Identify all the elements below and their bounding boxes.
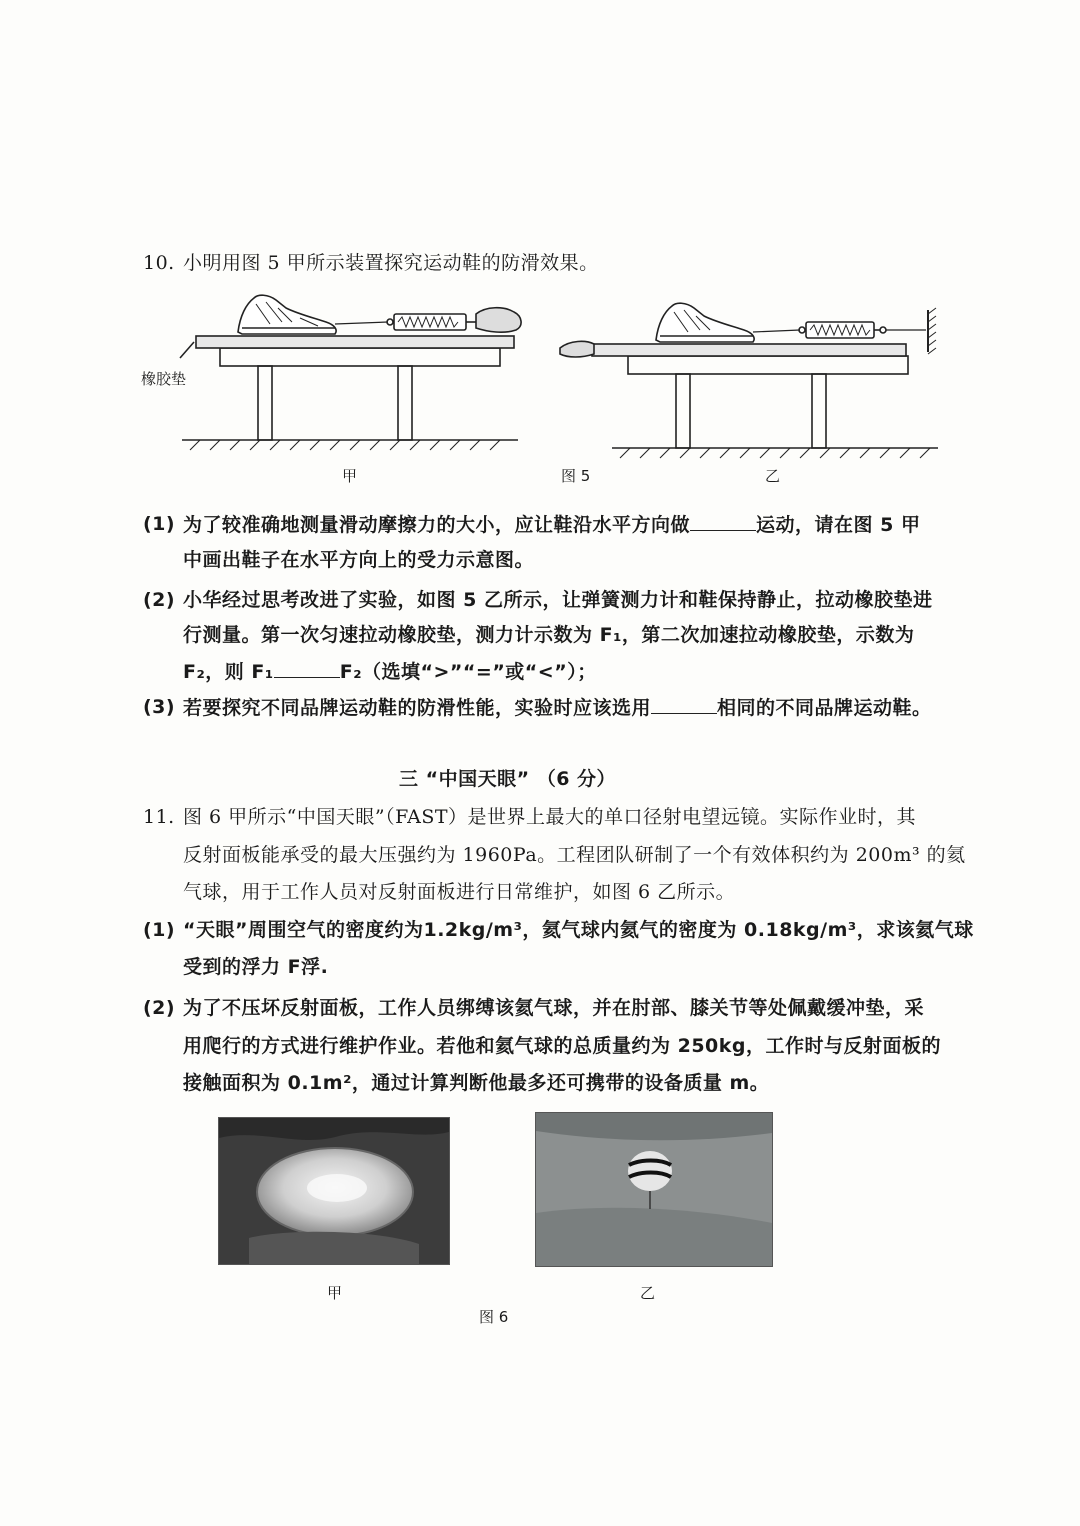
q11-number: 11. [143,806,175,828]
q11-line2: 反射面板能承受的最大压强约为 1960Pa。工程团队研制了一个有效体积约为 200m³ 的氦 [183,844,966,866]
answer-blank-2[interactable] [274,659,340,678]
q11-p1-line2: 受到的浮力 F浮. [183,956,329,978]
q11-p2-line2: 用爬行的方式进行维护作业。若他和氦气球的总质量约为 250kg，工作时与反射面板的 [183,1035,942,1057]
q10-stem: 小明用图 5 甲所示装置探究运动鞋的防滑效果。 [183,252,599,274]
q11-line3: 气球，用于工作人员对反射面板进行日常维护，如图 6 乙所示。 [183,881,736,903]
fig5-setup-a [180,295,521,450]
q11-line1: 图 6 甲所示“中国天眼”（FAST）是世界上最大的单口径射电望远镜。实际作业时，其 [183,806,917,828]
q10-p2-line1: 小华经过思考改进了实验，如图 5 乙所示，让弹簧测力计和鞋保持静止，拉动橡胶垫进 [183,589,933,611]
q10-p1-line2: 中画出鞋子在水平方向上的受力示意图。 [183,549,535,571]
fig6-caption-a: 甲 [327,1284,343,1302]
q10-p2-num: (2) [143,589,176,611]
q10-p3-num: (3) [143,696,176,718]
fig5-setup-b [560,303,938,458]
q10-p2-line2: 行测量。第一次匀速拉动橡胶垫，测力计示数为 F₁，第二次加速拉动橡胶垫，示数为 [183,624,915,646]
q10-p3-line1: 若要探究不同品牌运动鞋的防滑性能，实验时应该选用 相同的不同品牌运动鞋。 [183,697,932,719]
fig5-caption-title: 图 5 [561,467,591,485]
section-3-title: 三 “中国天眼” （6 分） [399,768,617,790]
fast-telescope-photo [218,1117,450,1265]
q11-p1-line1: “天眼”周围空气的密度约为1.2kg/m³，氦气球内氦气的密度为 0.18kg/m³，求该氦气球 [183,919,974,941]
fig6-caption-b: 乙 [640,1284,656,1302]
q11-p2-num: (2) [143,997,176,1019]
q10-p1-line1: 为了较准确地测量滑动摩擦力的大小，应让鞋沿水平方向做 运动，请在图 5 甲 [183,514,921,536]
fig5-caption-b: 乙 [765,467,781,485]
q11-p2-line1: 为了不压坏反射面板，工作人员绑缚该氦气球，并在肘部、膝关节等处佩戴缓冲垫，采 [183,997,925,1019]
q10-p2-line3: F₂，则 F₁ F₂（选填“>”“=”或“<”）； [183,661,597,683]
fig5-pad-label: 橡胶垫 [141,370,187,388]
helium-balloon-photo [535,1112,773,1267]
answer-blank-1[interactable] [690,512,756,531]
answer-blank-3[interactable] [651,695,717,714]
q11-p1-num: (1) [143,919,176,941]
q10-p1-num: (1) [143,513,176,535]
fig6-caption-title: 图 6 [479,1308,509,1326]
figure-5 [130,280,950,490]
fig5-caption-a: 甲 [342,467,358,485]
q10-number: 10. [143,252,175,274]
q11-p2-line3: 接触面积为 0.1m²，通过计算判断他最多还可携带的设备质量 m。 [183,1072,770,1094]
